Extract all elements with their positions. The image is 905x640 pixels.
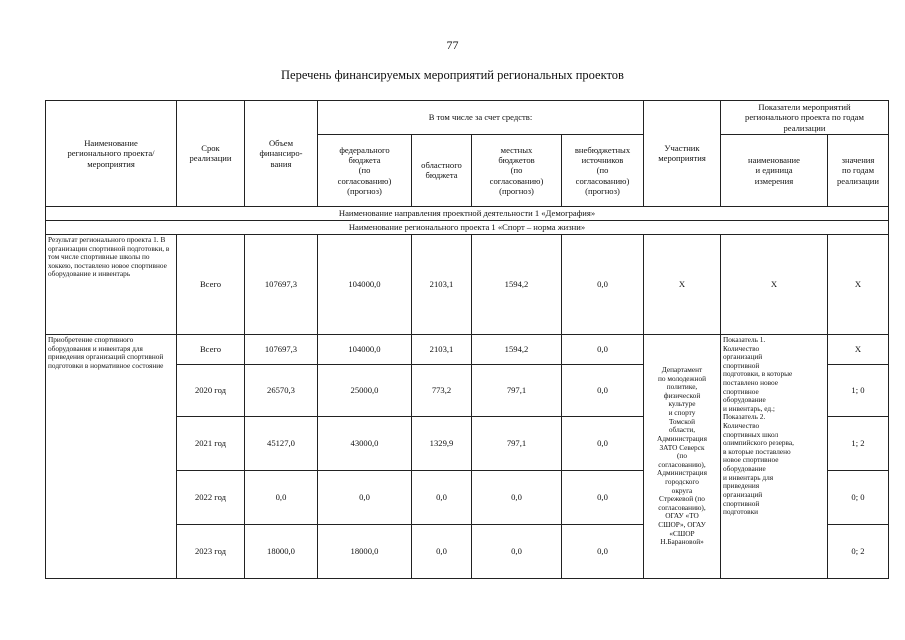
header-including: В том числе за счет средств: [318,101,644,135]
measure-extra: 0,0 [562,364,644,416]
measure-volume: 18000,0 [245,524,318,578]
result-local: 1594,2 [472,234,562,334]
measure-regional: 2103,1 [412,334,472,364]
measure-term: Всего [177,334,245,364]
measure-federal: 25000,0 [318,364,412,416]
measure-local: 0,0 [472,470,562,524]
measure-federal: 0,0 [318,470,412,524]
measure-extra: 0,0 [562,470,644,524]
measure-regional: 0,0 [412,470,472,524]
header-name: Наименование регионального проекта/ мероприятия [46,101,177,207]
measure-local: 0,0 [472,524,562,578]
measure-indicator-value: 1; 2 [828,416,889,470]
measure-name: Приобретение спортивного оборудования и инвентаря для приведения организаций спортивной подготовки в нормативное состояние [46,334,177,578]
measure-extra: 0,0 [562,416,644,470]
header-local: местных бюджетов (по согласованию) (прогноз) [472,134,562,206]
measure-regional: 773,2 [412,364,472,416]
header-participant: Участник мероприятия [644,101,721,207]
measure-volume: 45127,0 [245,416,318,470]
result-name: Результат регионального проекта 1. В организации спортивной подготовки, в том числе спортивные школы по хоккею, поставлено новое спортивное оборудование и инвентарь [46,234,177,334]
measure-federal: 18000,0 [318,524,412,578]
measure-term: 2023 год [177,524,245,578]
measure-indicator-value: 0; 2 [828,524,889,578]
measure-regional: 0,0 [412,524,472,578]
measure-indicator-value: 1; 0 [828,364,889,416]
result-indicator-name: Х [721,234,828,334]
measure-extra: 0,0 [562,334,644,364]
measure-term: 2020 год [177,364,245,416]
header-federal: федерального бюджета (по согласованию) (прогноз) [318,134,412,206]
result-participant: Х [644,234,721,334]
result-regional: 2103,1 [412,234,472,334]
header-indicator-values: значения по годам реализации [828,134,889,206]
result-volume: 107697,3 [245,234,318,334]
measure-local: 797,1 [472,416,562,470]
header-term: Срок реализации [177,101,245,207]
result-term: Всего [177,234,245,334]
header-regional: областного бюджета [412,134,472,206]
measure-row-total [46,334,889,364]
measure-indicator-name: Показатель 1. Количество организаций спортивной подготовки, в которые поставлено новое спортивное оборудование и инвентарь, ед.; Показатель 2. Количество спортивных школ олимпийского резерва, в которые поставлено новое спортивное оборудование и инвентарь для приведения организаций спортивной подготовки [721,334,828,578]
measure-volume: 107697,3 [245,334,318,364]
measure-regional: 1329,9 [412,416,472,470]
measure-term: 2021 год [177,416,245,470]
measure-local: 797,1 [472,364,562,416]
measure-volume: 0,0 [245,470,318,524]
result-indicator-value: Х [828,234,889,334]
measure-indicator-value: Х [828,334,889,364]
project-row: Наименование регионального проекта 1 «Спорт – норма жизни» [46,220,889,234]
measure-volume: 26570,3 [245,364,318,416]
document-title: Перечень финансируемых мероприятий региональных проектов [281,68,624,82]
measure-federal: 104000,0 [318,334,412,364]
header-extra: внебюджетных источников (по согласованию) (прогноз) [562,134,644,206]
measure-federal: 43000,0 [318,416,412,470]
measure-local: 1594,2 [472,334,562,364]
header-indicator-name: наименование и единица измерения [721,134,828,206]
financing-table [45,100,889,579]
measure-participant: Департамент по молодежной политике, физической культуре и спорту Томской области, Администрация ЗАТО Северск (по согласованию), Администрация городского округа Стрежевой (по согласованию), ОГАУ «ТО СШОР», ОГАУ «СШОР Н.Барановой» [644,334,721,578]
direction-row: Наименование направления проектной деятельности 1 «Демография» [46,206,889,220]
header-volume: Объем финансиро- вания [245,101,318,207]
measure-term: 2022 год [177,470,245,524]
result-row [46,234,889,334]
header-indicators: Показатели мероприятий регионального проекта по годам реализации [721,101,889,135]
result-federal: 104000,0 [318,234,412,334]
result-extra: 0,0 [562,234,644,334]
measure-extra: 0,0 [562,524,644,578]
page-number: 77 [446,38,459,52]
measure-indicator-value: 0; 0 [828,470,889,524]
